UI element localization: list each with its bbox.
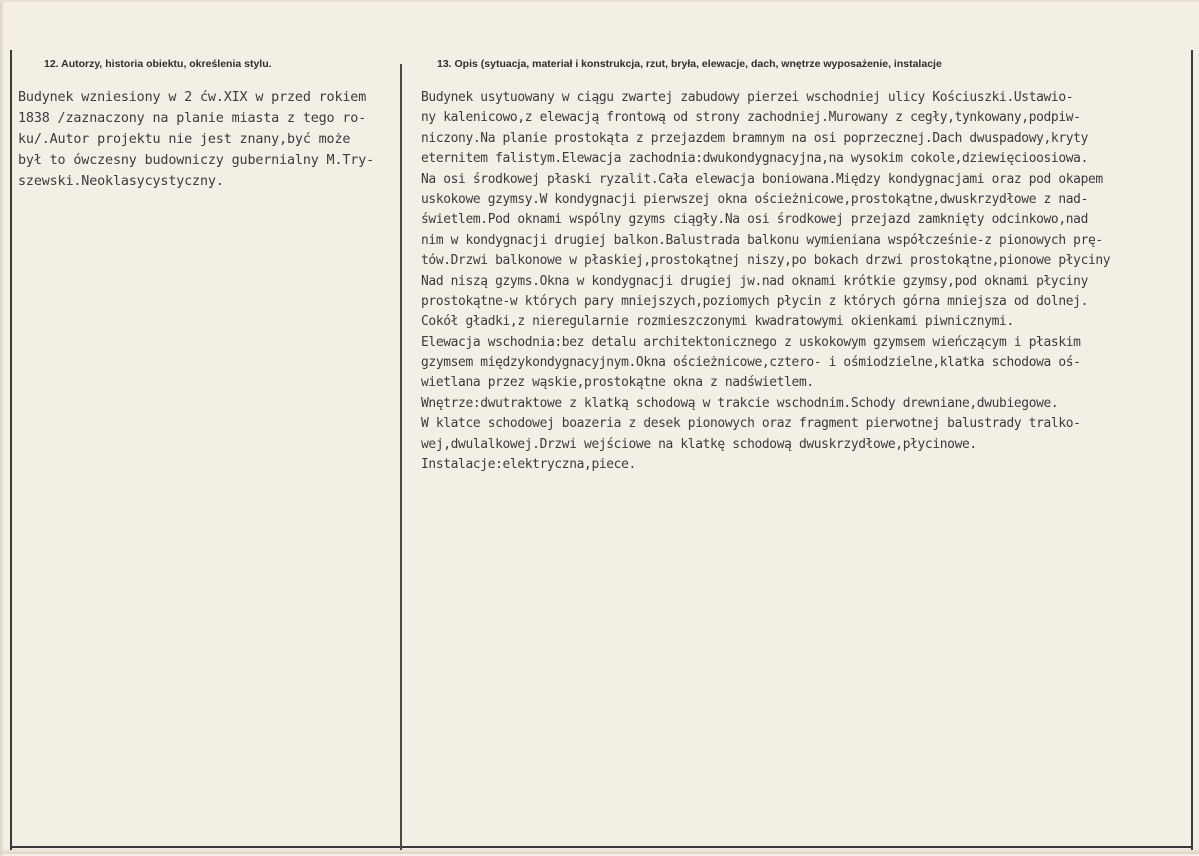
- frame-bottom-border: [10, 846, 1193, 848]
- section-13-line: tów.Drzwi balkonowe w płaskiej,prostokątnej niszy,po bokach drzwi prostokątne,pionowe płyciny: [421, 253, 1111, 269]
- section-12-line: był to ówczesny budowniczy gubernialny M.Try-: [18, 152, 375, 168]
- section-12-heading: 12. Autorzy, historia obiektu, określenia stylu.: [44, 58, 272, 70]
- section-13-line: Na osi środkowej płaski ryzalit.Cała elewacja boniowana.Między kondygnacjami oraz pod okapem: [421, 171, 1103, 187]
- section-13-body: [421, 88, 1191, 475]
- section-13-line: Cokół gładki,z nieregularnie rozmieszczonymi kwadratowymi okienkami piwnicznymi.: [421, 314, 1014, 330]
- section-13-line: świetlem.Pod oknami wspólny gzyms ciągły.Na osi środkowej przejazd zamknięty odcinkowo,nad: [421, 212, 1088, 228]
- section-13-line: uskokowe gzymsy.W kondygnacji pierwszej okna ościeżnicowe,prostokątne,dwuskrzydłowe z nad-: [421, 191, 1088, 207]
- section-13-heading: 13. Opis (sytuacja, materiał i konstrukcja, rzut, bryła, elewacje, dach, wnętrze wyposażenie, instalacje: [437, 58, 942, 70]
- section-13-line: Elewacja wschodnia:bez detalu architektonicznego z uskokowym gzymsem wieńczącym i płaskim: [421, 334, 1081, 350]
- sheet-edge-shadow: [0, 2, 4, 856]
- section-13-line: prostokątne-w których pary mniejszych,poziomych płycin z których górna mniejsza od dolnej.: [421, 293, 1088, 309]
- section-13-line: niczony.Na planie prostokąta z przejazdem bramnym na osi poprzecznej.Dach dwuspadowy,kryty: [421, 130, 1088, 146]
- frame-left-border: [10, 50, 12, 850]
- section-12-line: Budynek wzniesiony w 2 ćw.XIX w przed rokiem: [18, 90, 367, 105]
- section-13-line: Instalacje:elektryczna,piece.: [421, 457, 636, 473]
- section-13-line: eternitem falistym.Elewacja zachodnia:dwukondygnacyjna,na wysokim cokole,dziewięcioosiowa.: [421, 151, 1088, 167]
- section-12-body: [18, 88, 398, 192]
- sheet-bottom-shadow: [0, 848, 1199, 854]
- section-13-line: wietlana przez wąskie,prostokątne okna z nadświetlem.: [421, 375, 814, 391]
- column-divider: [400, 64, 402, 850]
- section-12-line: szewski.Neoklasycystyczny.: [18, 173, 224, 189]
- section-12-line: ku/.Autor projektu nie jest znany,być może: [18, 131, 351, 147]
- section-13-line: Budynek usytuowany w ciągu zwartej zabudowy pierzei wschodniej ulicy Kościuszki.Ustawio-: [421, 90, 1074, 105]
- section-13-line: W klatce schodowej boazeria z desek pionowych oraz fragment pierwotnej balustrady tralko-: [421, 416, 1081, 432]
- section-13-line: Nad niszą gzyms.Okna w kondygnacji drugiej jw.nad oknami krótkie gzymsy,pod oknami płyciny: [421, 273, 1088, 289]
- section-13-line: nim w kondygnacji drugiej balkon.Balustrada balkonu wymieniana współcześnie-z pionowych prę-: [421, 232, 1103, 248]
- section-12-line: 1838 /zaznaczony na planie miasta z tego ro-: [18, 110, 367, 126]
- section-13-line: wej,dwulalkowej.Drzwi wejściowe na klatkę schodową dwuskrzydłowe,płycinowe.: [421, 436, 977, 452]
- section-13-line: Wnętrze:dwutraktowe z klatką schodową w trakcie wschodnim.Schody drewniane,dwubiegowe.: [421, 395, 1059, 411]
- section-13-line: gzymsem międzykondygnacyjnym.Okna ościeżnicowe,cztero- i ośmiodzielne,klatka schodowa oś-: [421, 355, 1081, 371]
- section-13-line: ny kalenicowo,z elewacją frontową od strony zachodniej.Murowany z cegły,tynkowany,podpiw-: [421, 110, 1081, 126]
- frame-right-border: [1191, 50, 1193, 850]
